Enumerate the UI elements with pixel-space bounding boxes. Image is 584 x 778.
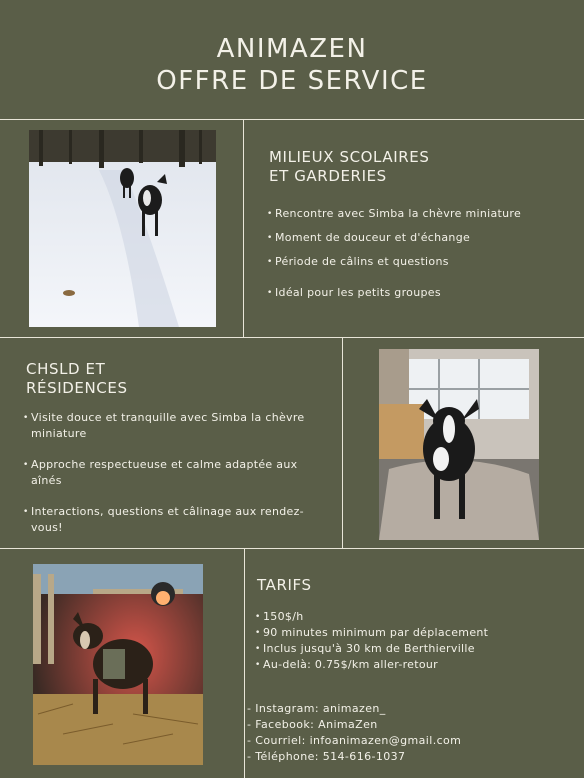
instagram-contact: - Instagram: animazen_: [247, 702, 386, 715]
list-item: • Rencontre avec Simba la chèvre miniature: [267, 206, 567, 222]
chsld-heading: [26, 360, 128, 398]
brand-title: ANIMAZEN: [216, 34, 368, 64]
chsld-heading-line1: CHSLD ET: [26, 360, 106, 378]
tarifs-heading: TARIFS: [257, 576, 312, 594]
schools-heading-line1: MILIEUX SCOLAIRES: [269, 148, 430, 166]
divider: [0, 119, 584, 120]
divider: [342, 337, 343, 548]
list-item: • Idéal pour les petits groupes: [267, 285, 567, 301]
phone-contact: - Téléphone: 514-616-1037: [247, 750, 406, 763]
divider: [243, 119, 244, 337]
tarifs-list: [255, 609, 565, 673]
chsld-list: [23, 410, 323, 536]
divider: [244, 548, 245, 778]
list-item: • Visite douce et tranquille avec Simba la chèvre miniature: [23, 410, 323, 442]
goats-in-snow-photo: [29, 130, 216, 327]
facebook-contact: - Facebook: AnimaZen: [247, 718, 378, 731]
list-item: • 150$/h: [255, 609, 565, 625]
goat-in-barn-photo: [33, 564, 203, 765]
list-item: • Approche respectueuse et calme adaptée aux aînés: [23, 457, 323, 489]
divider: [0, 548, 584, 549]
schools-heading: [269, 148, 429, 186]
goat-on-bed-photo: [379, 349, 539, 540]
list-item: • Interactions, questions et câlinage aux rendez-vous!: [23, 504, 323, 536]
schools-list: [267, 206, 567, 301]
page-title: OFFRE DE SERVICE: [156, 66, 428, 96]
list-item: • 90 minutes minimum par déplacement: [255, 625, 565, 641]
list-item: • Période de câlins et questions: [267, 254, 567, 270]
header: [0, 0, 584, 120]
schools-heading-line2: ET GARDERIES: [269, 167, 387, 185]
divider: [0, 337, 584, 338]
list-item: • Moment de douceur et d'échange: [267, 230, 567, 246]
chsld-heading-line2: RÉSIDENCES: [26, 379, 128, 397]
list-item: • Au-delà: 0.75$/km aller-retour: [255, 657, 565, 673]
list-item: • Inclus jusqu'à 30 km de Berthierville: [255, 641, 565, 657]
email-contact: - Courriel: infoanimazen@gmail.com: [247, 734, 462, 747]
